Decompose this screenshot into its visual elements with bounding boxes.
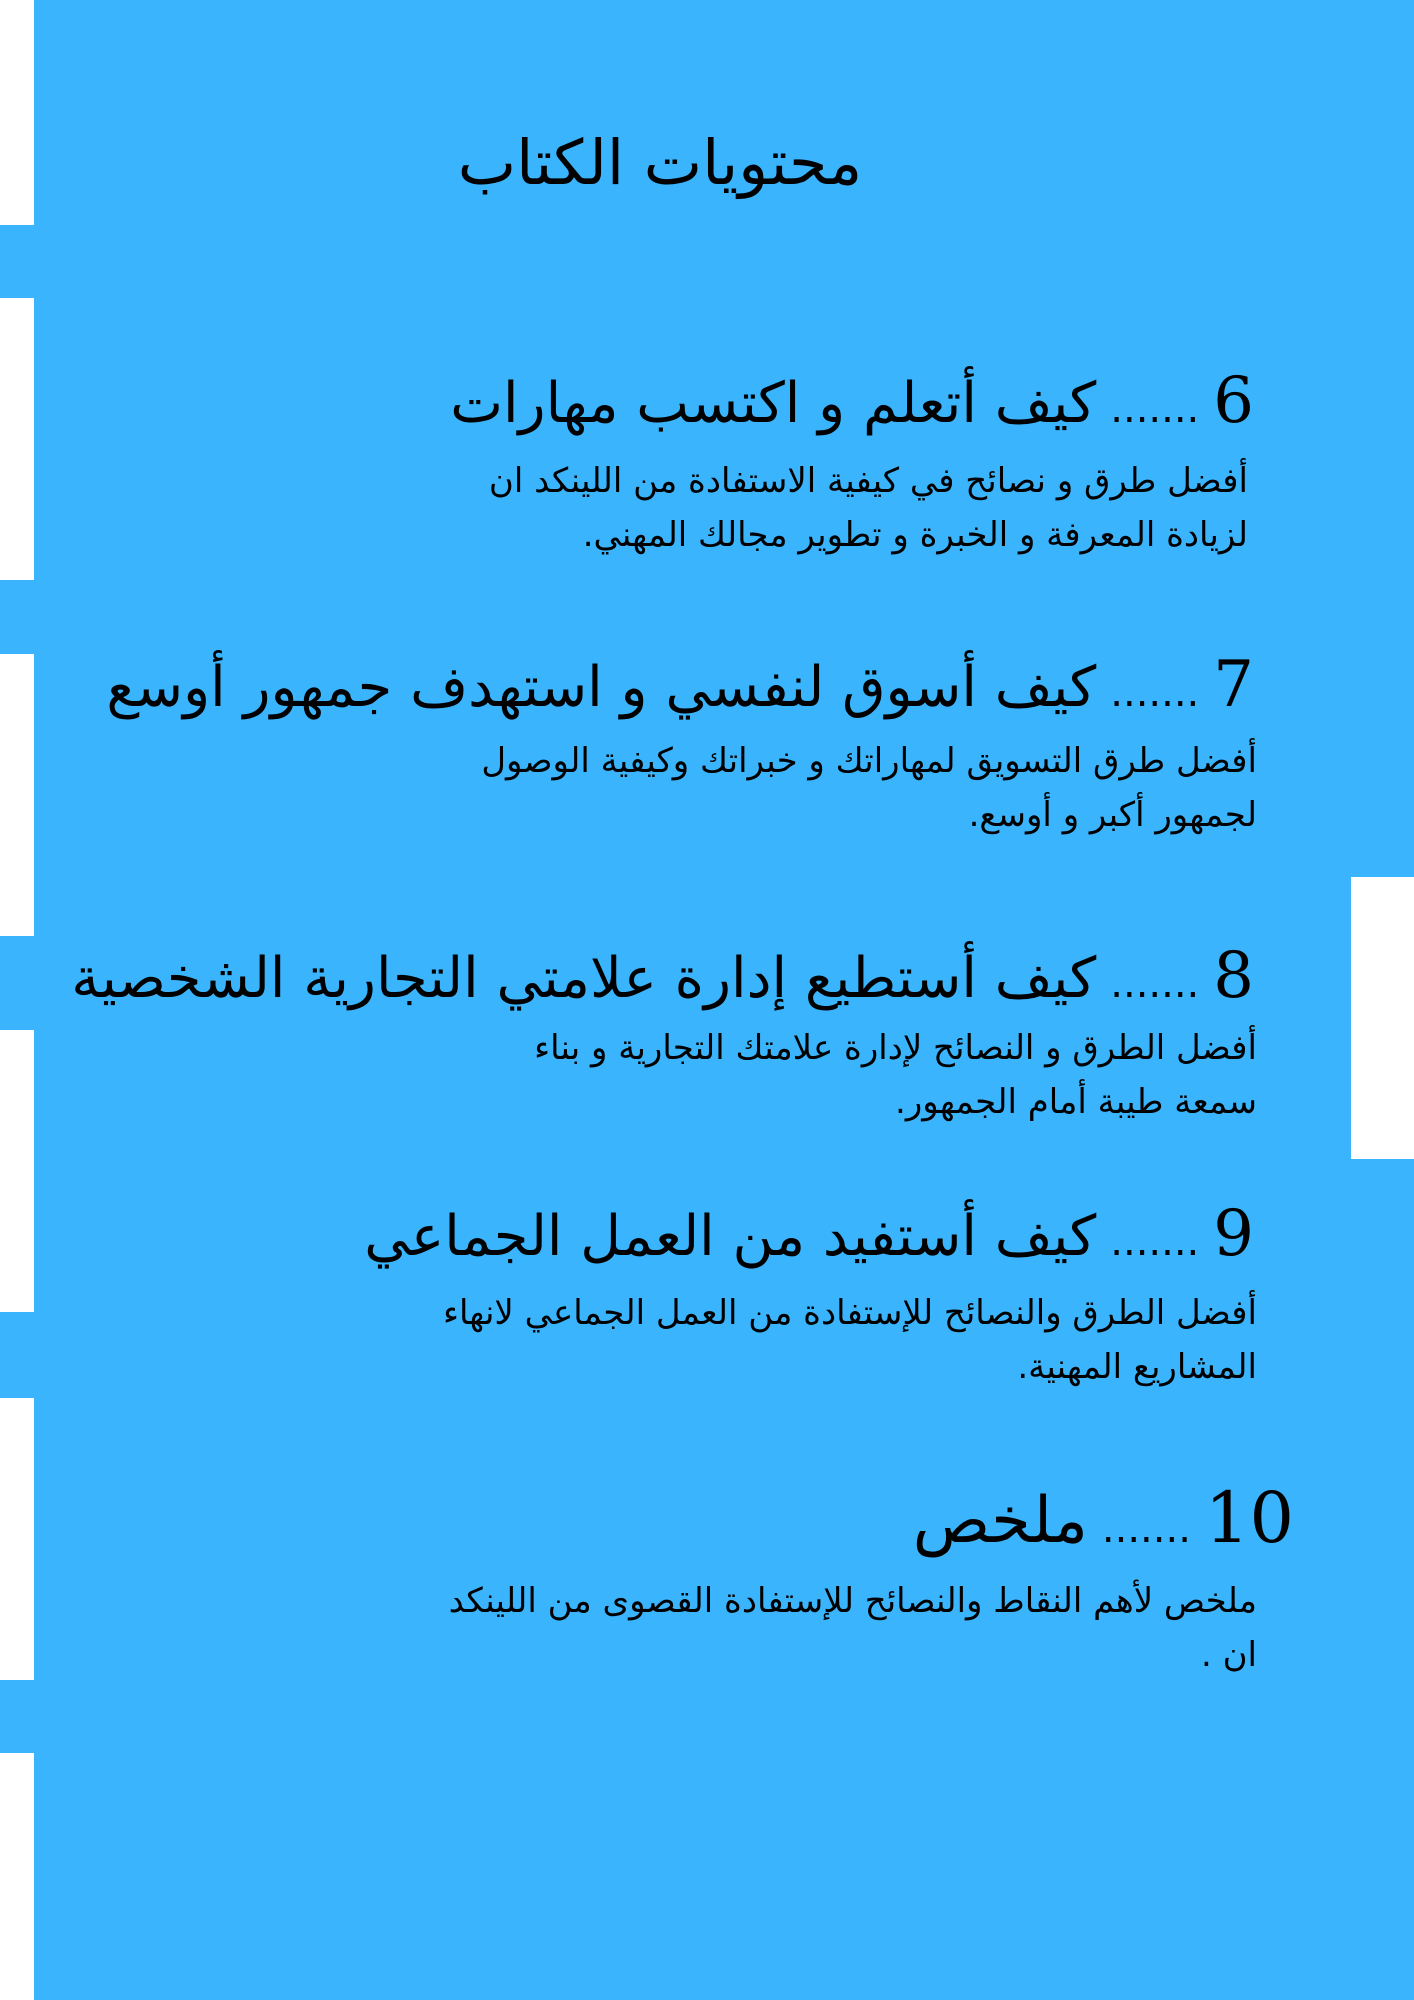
left-strip-6 xyxy=(0,1753,34,2000)
toc-entry-9-description xyxy=(443,1286,1257,1394)
toc-entry-dots: ....... xyxy=(1110,961,1200,1007)
toc-entry-number: 10 xyxy=(1204,1477,1294,1559)
toc-entry-number: 8 xyxy=(1213,939,1254,1013)
description-line: أفضل الطرق والنصائح للإستفادة من العمل الجماعي لانهاء xyxy=(442,1293,1257,1333)
toc-entry-dots: ....... xyxy=(1110,1219,1200,1265)
left-strip-5 xyxy=(0,1398,34,1680)
left-strip-2 xyxy=(0,298,34,580)
toc-entry-dots: ....... xyxy=(1110,670,1200,716)
toc-entry-title: كيف أستفيد من العمل الجماعي xyxy=(364,1204,1097,1269)
toc-entry-8-description xyxy=(534,1021,1257,1129)
left-strip-4 xyxy=(0,1030,34,1312)
toc-entry-7-description xyxy=(481,734,1257,842)
toc-entry-9-heading xyxy=(364,1194,1254,1282)
toc-entry-title: ملخص xyxy=(912,1484,1088,1558)
toc-entry-number: 6 xyxy=(1213,364,1254,438)
description-line: ملخص لأهم النقاط والنصائح للإستفادة القصوى من اللينكد xyxy=(448,1581,1257,1621)
description-line: أفضل طرق التسويق لمهاراتك و خبراتك وكيفية الوصول xyxy=(481,741,1257,781)
toc-entry-6-description xyxy=(489,454,1248,562)
page-title: محتويات الكتاب xyxy=(457,126,863,199)
toc-entry-dots: ....... xyxy=(1101,1506,1191,1552)
description-line: سمعة طيبة أمام الجمهور. xyxy=(895,1082,1257,1122)
toc-entry-title: كيف أتعلم و اكتسب مهارات xyxy=(450,371,1097,436)
toc-entry-title: كيف أستطيع إدارة علامتي التجارية الشخصية xyxy=(71,946,1097,1011)
description-line: لجمهور أكبر و أوسع. xyxy=(968,795,1257,835)
toc-entry-7-heading xyxy=(106,645,1254,733)
toc-entry-10-description xyxy=(449,1574,1257,1682)
left-strip-3 xyxy=(0,654,34,936)
description-line: ان . xyxy=(1200,1635,1257,1675)
right-strip xyxy=(1351,877,1414,1159)
toc-entry-number: 9 xyxy=(1213,1197,1254,1271)
description-line: المشاريع المهنية. xyxy=(1017,1347,1257,1387)
description-line: أفضل طرق و نصائح في كيفية الاستفادة من اللينكد ان xyxy=(488,461,1248,501)
toc-entry-10-heading xyxy=(913,1478,1294,1569)
toc-entry-title: كيف أسوق لنفسي و استهدف جمهور أوسع xyxy=(106,655,1097,720)
description-line: أفضل الطرق و النصائح لإدارة علامتك التجارية و بناء xyxy=(534,1028,1257,1068)
toc-entry-dots: ....... xyxy=(1110,386,1200,432)
description-line: لزيادة المعرفة و الخبرة و تطوير مجالك المهني. xyxy=(582,515,1248,555)
toc-entry-number: 7 xyxy=(1213,648,1254,722)
toc-entry-6-heading xyxy=(450,361,1254,449)
toc-entry-8-heading xyxy=(71,936,1254,1024)
left-strip-1 xyxy=(0,0,34,225)
